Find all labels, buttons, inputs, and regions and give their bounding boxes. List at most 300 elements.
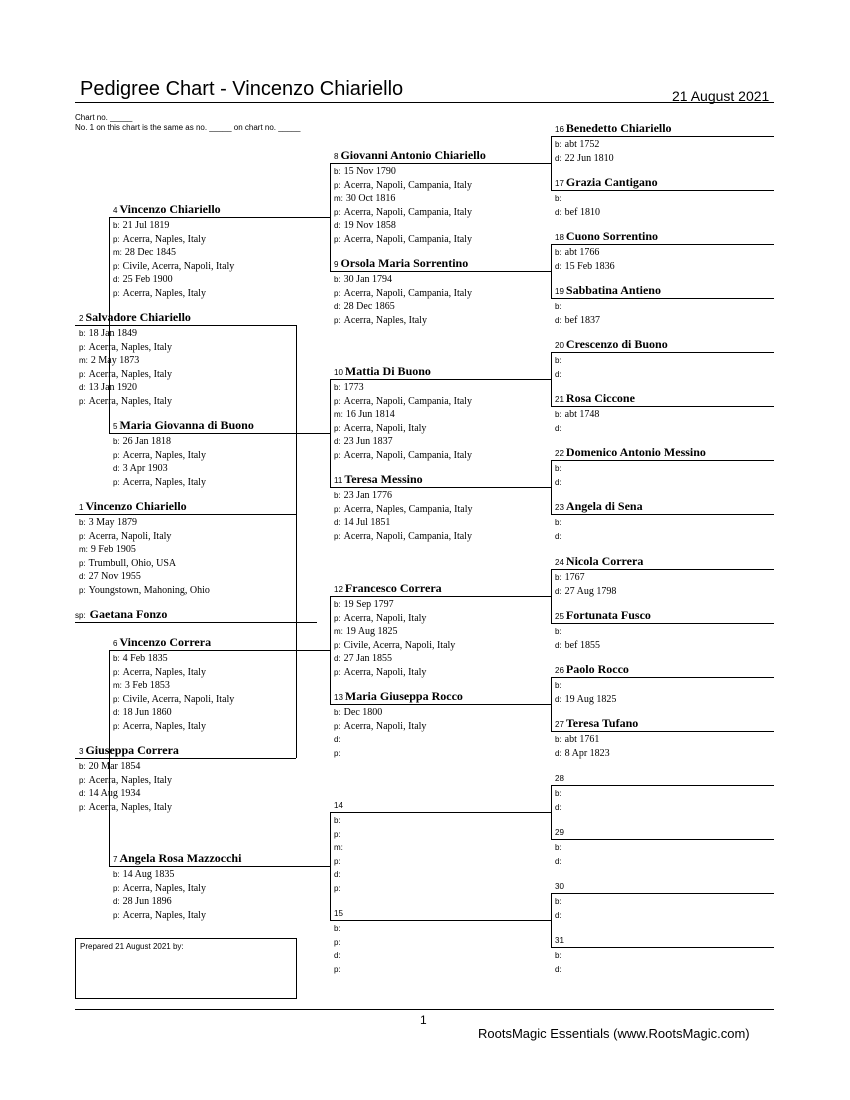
person-number: 5 [113, 422, 118, 431]
person-number: 11 [334, 476, 343, 485]
name-line [551, 298, 774, 299]
name-line [551, 460, 774, 461]
fact-label: b: [79, 518, 86, 527]
person-name [555, 283, 661, 298]
fact-label: b: [334, 491, 341, 500]
fact-label: b: [334, 816, 341, 825]
fact-label: p: [334, 964, 341, 974]
fact-label: p: [334, 504, 341, 514]
person-name [79, 499, 187, 514]
fact-line [334, 219, 396, 233]
fact-label: p: [334, 613, 341, 623]
fact-label: p: [334, 234, 341, 244]
fact-line [334, 747, 344, 761]
fact-value: abt 1748 [564, 409, 600, 420]
fact-label: b: [555, 627, 562, 636]
fact-label: p: [79, 775, 86, 785]
person-number: 7 [113, 855, 118, 864]
connector-line [109, 758, 110, 866]
fact-line [334, 179, 472, 193]
name-line [330, 704, 551, 705]
fact-line [555, 639, 600, 653]
fact-line [113, 720, 206, 734]
person-name [555, 824, 566, 839]
fact-value: Acerra, Naples, Italy [88, 341, 172, 353]
person-number: 29 [555, 828, 564, 837]
connector-line [330, 217, 331, 271]
fact-line [79, 557, 176, 571]
fact-label: p: [334, 721, 341, 731]
fact-line [79, 530, 171, 544]
fact-label: p: [79, 802, 86, 812]
page-title: Pedigree Chart - Vincenzo Chiariello [80, 78, 404, 100]
fact-label: p: [79, 369, 86, 379]
fact-line [555, 625, 565, 639]
fact-line [555, 949, 565, 963]
fact-label: d: [79, 383, 86, 392]
fact-value: 30 Jan 1794 [343, 274, 393, 285]
fact-line [334, 449, 472, 463]
person-number: 25 [555, 612, 564, 621]
fact-label: b: [79, 762, 86, 771]
spouse-rule [75, 622, 317, 623]
person-name-text: Nicola Correra [565, 554, 644, 568]
fact-value: Acerra, Naples, Italy [343, 314, 427, 326]
fact-line [555, 693, 616, 707]
person-name [113, 202, 221, 217]
fact-value: 26 Jan 1818 [122, 436, 172, 447]
fact-value: Acerra, Naples, Italy [122, 720, 206, 732]
person-name [79, 743, 179, 758]
fact-line [334, 233, 472, 247]
fact-line [334, 381, 364, 395]
fact-label: p: [334, 531, 341, 541]
connector-line [330, 866, 331, 920]
fact-label: b: [555, 681, 562, 690]
fact-label: p: [334, 207, 341, 217]
fact-value: Acerra, Napoli, Italy [343, 422, 427, 434]
fact-value: 28 Dec 1845 [124, 247, 176, 258]
fact-label: b: [555, 356, 562, 365]
fact-label: d: [555, 586, 562, 596]
fact-value: abt 1752 [564, 139, 600, 150]
connector-line [330, 163, 331, 217]
fact-value: 23 Jun 1837 [343, 436, 393, 447]
fact-value: 14 Aug 1934 [88, 788, 141, 799]
fact-value: Civile, Acerra, Napoli, Italy [122, 260, 235, 272]
fact-value: abt 1761 [564, 734, 600, 745]
person-name-text: Giuseppa Correra [85, 743, 179, 757]
fact-label: p: [334, 856, 341, 866]
fact-line [79, 381, 137, 395]
fact-line [113, 287, 206, 301]
fact-line [555, 246, 599, 260]
fact-value: Acerra, Napoli, Italy [88, 530, 172, 542]
fact-line [334, 612, 426, 626]
fact-label: b: [555, 951, 562, 960]
fact-value: Acerra, Naples, Italy [88, 774, 172, 786]
person-number: 19 [555, 287, 564, 296]
footer-credit: RootsMagic Essentials (www.RootsMagic.com) [478, 1026, 750, 1041]
fact-value: Acerra, Napoli, Campania, Italy [343, 179, 472, 191]
fact-line [555, 895, 565, 909]
person-name [555, 499, 643, 514]
fact-label: b: [334, 275, 341, 284]
person-name [555, 445, 706, 460]
person-name [555, 878, 566, 893]
fact-line [113, 219, 169, 233]
fact-value: 9 Feb 1905 [90, 544, 136, 555]
fact-label: m: [334, 410, 343, 419]
fact-line [555, 841, 565, 855]
fact-value: Acerra, Napoli, Italy [343, 612, 427, 624]
fact-line [555, 476, 565, 490]
fact-label: b: [113, 870, 120, 879]
fact-line [79, 516, 137, 530]
person-name-text: Vincenzo Chiariello [85, 499, 187, 513]
fact-line [334, 652, 392, 666]
fact-label: p: [113, 721, 120, 731]
fact-value: Acerra, Napoli, Campania, Italy [343, 530, 472, 542]
fact-label: b: [334, 167, 341, 176]
person-number: 13 [334, 693, 343, 702]
fact-line [334, 422, 426, 436]
name-line [330, 812, 551, 813]
fact-line [79, 543, 136, 557]
fact-line [334, 530, 472, 544]
person-name [555, 175, 658, 190]
fact-value: Acerra, Naples, Italy [88, 368, 172, 380]
fact-value: 22 Jun 1810 [564, 152, 614, 164]
fact-value: Acerra, Naples, Campania, Italy [343, 503, 473, 515]
fact-line [113, 679, 170, 693]
fact-line [113, 246, 176, 260]
fact-value: 4 Feb 1835 [122, 653, 168, 664]
fact-label: d: [334, 221, 341, 230]
fact-line [334, 639, 455, 653]
fact-value: Civile, Acerra, Napoli, Italy [343, 639, 456, 651]
fact-line [555, 422, 565, 436]
fact-label: p: [113, 667, 120, 677]
person-name-text: Mattia Di Buono [344, 364, 431, 378]
fact-line [334, 165, 396, 179]
fact-line [555, 855, 565, 869]
fact-line [334, 625, 398, 639]
person-name [113, 635, 211, 650]
fact-line [113, 435, 171, 449]
fact-value: Acerra, Napoli, Campania, Italy [343, 233, 472, 245]
fact-label: p: [334, 396, 341, 406]
fact-line [334, 963, 344, 977]
fact-line [334, 882, 344, 896]
fact-label: p: [334, 180, 341, 190]
person-number: 23 [555, 503, 564, 512]
fact-label: d: [555, 694, 562, 704]
fact-value: abt 1766 [564, 247, 600, 258]
person-name [113, 418, 254, 433]
fact-value: 25 Feb 1900 [122, 274, 173, 285]
fact-label: d: [113, 275, 120, 284]
name-line [109, 217, 330, 218]
person-number: 21 [555, 395, 564, 404]
fact-value: 18 Jun 1860 [122, 707, 172, 718]
fact-label: b: [555, 410, 562, 419]
fact-value: 27 Jan 1855 [343, 653, 393, 664]
fact-value: Acerra, Naples, Italy [122, 909, 206, 921]
fact-label: d: [113, 464, 120, 473]
connector-line [551, 893, 552, 947]
fact-label: p: [334, 667, 341, 677]
fact-label: d: [555, 640, 562, 650]
fact-line [555, 138, 599, 152]
connector-line [330, 379, 331, 433]
fact-line [79, 368, 172, 382]
fact-line [334, 720, 426, 734]
name-line [551, 839, 774, 840]
chart-date: 21 August 2021 [672, 88, 770, 104]
fact-value: Acerra, Napoli, Campania, Italy [343, 287, 472, 299]
person-name [555, 770, 566, 785]
fact-label: b: [555, 464, 562, 473]
fact-label: m: [79, 356, 88, 365]
fact-line [555, 408, 599, 422]
fact-line [113, 909, 206, 923]
person-name-text: Angela Rosa Mazzocchi [119, 851, 242, 865]
fact-value: Civile, Acerra, Napoli, Italy [122, 693, 235, 705]
fact-line [113, 666, 206, 680]
header-rule [75, 102, 774, 103]
fact-line [555, 585, 616, 599]
name-line [109, 866, 330, 867]
person-name-text: Domenico Antonio Messino [565, 445, 706, 459]
fact-line [334, 828, 344, 842]
person-name-text: Benedetto Chiariello [565, 121, 672, 135]
fact-label: p: [334, 288, 341, 298]
fact-label: p: [79, 558, 86, 568]
person-number: 22 [555, 449, 564, 458]
fact-value: 3 Feb 1853 [124, 680, 170, 691]
footer-rule [75, 1009, 774, 1010]
fact-line [334, 435, 393, 449]
name-line [330, 487, 551, 488]
fact-line [555, 909, 565, 923]
person-name [555, 716, 638, 731]
fact-label: p: [334, 423, 341, 433]
fact-line [113, 476, 206, 490]
person-name [555, 229, 658, 244]
fact-label: d: [334, 518, 341, 527]
fact-value: 19 Sep 1797 [343, 599, 394, 610]
fact-label: p: [113, 883, 120, 893]
person-name [555, 608, 651, 623]
connector-line [330, 812, 331, 866]
fact-label: d: [113, 897, 120, 906]
fact-label: p: [113, 450, 120, 460]
fact-label: d: [555, 153, 562, 163]
person-name-text: Fortunata Fusco [565, 608, 651, 622]
fact-value: 20 Mar 1854 [88, 761, 141, 772]
fact-line [334, 489, 392, 503]
person-name [113, 851, 241, 866]
name-line [330, 596, 551, 597]
name-line [330, 920, 551, 921]
fact-value: bef 1855 [564, 639, 600, 651]
fact-line [334, 841, 346, 855]
fact-line [555, 679, 565, 693]
person-number: 28 [555, 774, 564, 783]
fact-line [113, 882, 206, 896]
fact-label: p: [334, 640, 341, 650]
person-name-text: Teresa Messino [344, 472, 423, 486]
fact-value: 15 Nov 1790 [343, 166, 396, 177]
fact-value: 14 Aug 1835 [122, 869, 175, 880]
person-name-text: Sabbatina Antieno [565, 283, 661, 297]
person-name-text: Grazia Cantigano [565, 175, 658, 189]
person-number: 8 [334, 152, 339, 161]
prepared-label: Prepared 21 August 2021 by: [80, 942, 184, 951]
fact-value: Acerra, Napoli, Campania, Italy [343, 206, 472, 218]
fact-label: p: [334, 829, 341, 839]
fact-label: p: [113, 234, 120, 244]
fact-value: 3 Apr 1903 [122, 463, 168, 474]
connector-line [551, 136, 552, 190]
person-number: 26 [555, 666, 564, 675]
person-name-text: Maria Giuseppa Rocco [344, 689, 463, 703]
person-name [555, 932, 566, 947]
name-line [551, 731, 774, 732]
fact-label: b: [334, 383, 341, 392]
name-line [75, 514, 296, 515]
fact-label: b: [555, 194, 562, 203]
person-number: 27 [555, 720, 564, 729]
fact-value: Acerra, Naples, Italy [122, 666, 206, 678]
fact-line [79, 584, 210, 598]
fact-label: p: [334, 450, 341, 460]
fact-label: d: [334, 437, 341, 446]
fact-line [334, 733, 344, 747]
fact-line [334, 273, 392, 287]
fact-label: b: [334, 924, 341, 933]
person-name [555, 337, 668, 352]
fact-label: p: [113, 477, 120, 487]
fact-line [113, 273, 173, 287]
person-number: 4 [113, 206, 118, 215]
fact-label: m: [334, 627, 343, 636]
fact-line [555, 787, 565, 801]
fact-label: m: [113, 681, 122, 690]
person-name-text: Francesco Correra [344, 581, 442, 595]
same-as-note: No. 1 on this chart is the same as no. _____ on chart no. _____ [75, 123, 301, 132]
person-number: 12 [334, 585, 343, 594]
fact-line [555, 801, 565, 815]
fact-label: d: [79, 572, 86, 581]
fact-label: p: [334, 748, 341, 758]
fact-label: p: [334, 883, 341, 893]
fact-line [334, 598, 394, 612]
person-number: 30 [555, 882, 564, 891]
person-number: 20 [555, 341, 564, 350]
fact-value: Acerra, Naples, Italy [122, 882, 206, 894]
fact-line [555, 260, 615, 274]
connector-line [551, 569, 552, 623]
prepared-box [75, 938, 297, 999]
name-line [551, 190, 774, 191]
fact-line [79, 327, 137, 341]
fact-line [113, 449, 206, 463]
person-number: 9 [334, 260, 339, 269]
fact-line [334, 395, 472, 409]
person-number: 3 [79, 747, 84, 756]
fact-line [334, 936, 344, 950]
fact-label: d: [555, 369, 562, 379]
connector-line [551, 460, 552, 514]
page-number: 1 [420, 1013, 427, 1027]
name-line [551, 406, 774, 407]
fact-value: Acerra, Napoli, Campania, Italy [343, 395, 472, 407]
connector-line [296, 514, 297, 758]
person-name [334, 148, 486, 163]
fact-line [334, 408, 395, 422]
person-name-text: Crescenzo di Buono [565, 337, 668, 351]
fact-value: 1773 [343, 382, 364, 393]
fact-value: 3 May 1879 [88, 517, 138, 528]
fact-line [79, 395, 172, 409]
fact-label: d: [334, 870, 341, 879]
fact-label: m: [113, 248, 122, 257]
fact-label: m: [334, 194, 343, 203]
fact-value: 21 Jul 1819 [122, 220, 170, 231]
person-name-text: Angela di Sena [565, 499, 643, 513]
fact-line [334, 516, 390, 530]
person-number: 17 [555, 179, 564, 188]
fact-label: b: [555, 789, 562, 798]
fact-value: 19 Nov 1858 [343, 220, 396, 231]
fact-line [555, 571, 585, 585]
fact-label: p: [113, 288, 120, 298]
fact-line [334, 503, 473, 517]
fact-value: 27 Aug 1798 [564, 585, 617, 597]
person-name-text: Rosa Ciccone [565, 391, 635, 405]
fact-label: p: [113, 910, 120, 920]
fact-label: d: [555, 315, 562, 325]
fact-label: p: [79, 342, 86, 352]
person-name [334, 797, 345, 812]
fact-line [79, 774, 172, 788]
person-number: 10 [334, 368, 343, 377]
fact-line [334, 666, 426, 680]
fact-label: d: [334, 735, 341, 744]
name-line [551, 623, 774, 624]
connector-line [551, 785, 552, 839]
person-name [555, 121, 672, 136]
spouse-name: sp: Gaetana Fonzo [75, 607, 168, 621]
fact-label: m: [79, 545, 88, 554]
name-line [551, 947, 774, 948]
fact-label: d: [555, 748, 562, 758]
fact-label: p: [334, 937, 341, 947]
fact-label: p: [79, 585, 86, 595]
fact-value: Dec 1800 [343, 707, 383, 718]
fact-line [334, 192, 395, 206]
fact-label: m: [334, 843, 343, 852]
fact-label: d: [555, 910, 562, 920]
fact-value: 13 Jan 1920 [88, 382, 138, 393]
fact-line [555, 368, 565, 382]
fact-line [334, 314, 427, 328]
person-name [555, 662, 629, 677]
connector-line [330, 433, 331, 487]
fact-value: 19 Aug 1825 [345, 626, 398, 637]
